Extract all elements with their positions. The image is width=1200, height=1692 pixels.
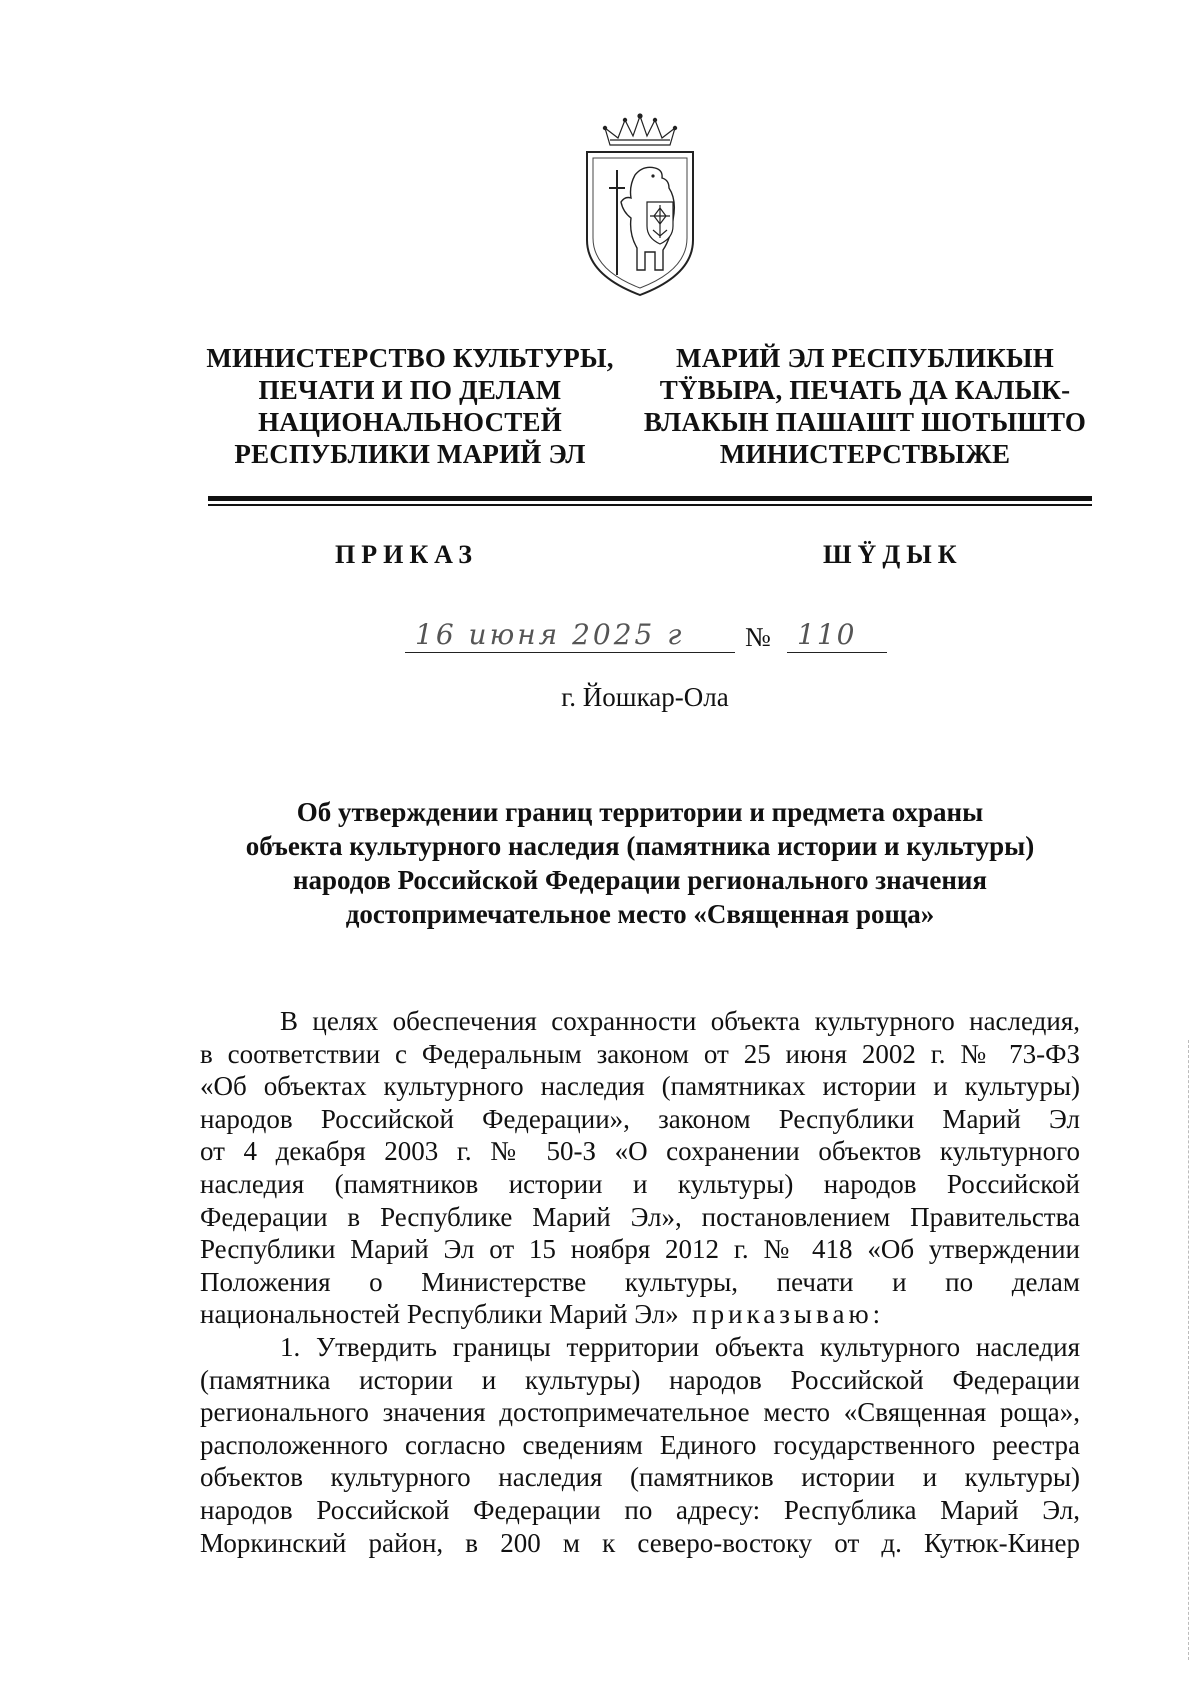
city-name: г. Йошкар-Ола xyxy=(561,682,729,712)
body-line-order-verb xyxy=(200,1298,1080,1331)
body-line: Федерации в Республике Марий Эл», постановлением Правительства xyxy=(200,1201,1080,1232)
item1-line: (памятника истории и культуры) народов Российской Федерации xyxy=(200,1364,1080,1395)
doc-type-russian: ПРИКАЗ xyxy=(335,540,479,569)
order-verb: приказываю: xyxy=(692,1299,885,1330)
ministry-name-line: ТŸВЫРА, ПЕЧАТЬ ДА КАЛЫК- xyxy=(659,375,1071,405)
body-line: В целях обеспечения сохранности объекта культурного наследия, xyxy=(280,1006,1080,1036)
item1-line: 1. Утвердить границы территории объекта культурного наследия xyxy=(280,1331,1080,1362)
number-underline xyxy=(787,652,887,653)
ministry-name-line: ВЛАКЫН ПАШАШТ ШОТЫШТО xyxy=(643,407,1087,437)
number-sign: № xyxy=(745,622,771,652)
coat-of-arms-emblem xyxy=(565,110,715,310)
body-line: народов Российской Федерации», законом Республики Марий Эл xyxy=(200,1103,1080,1134)
body-line: от 4 декабря 2003 г. № 50-З «О сохранении объектов культурного xyxy=(200,1136,1080,1167)
item1-line: расположенного согласно сведениям Единого государственного реестра xyxy=(200,1429,1080,1460)
ministry-name-mari xyxy=(640,342,1090,470)
header-divider-thin xyxy=(208,504,1092,506)
ministry-name-line: ПЕЧАТИ И ПО ДЕЛАМ xyxy=(258,375,562,405)
title-line: Об утверждении границ территории и предмета охраны xyxy=(296,797,984,827)
scan-edge-mark xyxy=(1188,1040,1190,1660)
document-body xyxy=(200,1005,1080,1559)
ministry-name-line: НАЦИОНАЛЬНОСТЕЙ xyxy=(258,407,562,437)
body-line: в соответствии с Федеральным законом от 25 июня 2002 г. № 73-ФЗ xyxy=(200,1038,1080,1069)
ministry-name-line: МАРИЙ ЭЛ РЕСПУБЛИКЫН xyxy=(676,343,1054,373)
date-number-line xyxy=(395,618,885,658)
body-line: наследия (памятников истории и культуры) народов Российской xyxy=(200,1168,1080,1199)
date-underline xyxy=(405,652,735,653)
item1-line: народов Российской Федерации по адресу: Республика Марий Эл, xyxy=(200,1494,1080,1525)
item1-line: Моркинский район, в 200 м к северо-востоку от д. Кутюк-Кинер xyxy=(200,1527,1080,1558)
item1-line: объектов культурного наследия (памятников истории и культуры) xyxy=(200,1462,1080,1493)
ministry-name-line: МИНИСТЕРСТВЫЖЕ xyxy=(719,439,1011,469)
ministry-name-line: МИНИСТЕРСТВО КУЛЬТУРЫ, xyxy=(206,343,614,373)
item1-line: регионального значения достопримечательное место «Священная роща», xyxy=(200,1397,1080,1428)
ministry-name-russian xyxy=(190,342,630,470)
title-line: народов Российской Федерации регионального значения xyxy=(292,865,988,895)
title-line: достопримечательное место «Священная роща» xyxy=(345,899,935,929)
handwritten-number: 110 xyxy=(797,618,857,651)
header-divider-thick xyxy=(208,496,1092,501)
title-line: объекта культурного наследия (памятника истории и культуры) xyxy=(245,831,1035,861)
ministry-name-line: РЕСПУБЛИКИ МАРИЙ ЭЛ xyxy=(234,439,586,469)
doc-type-mari: ШŸДЫК xyxy=(823,540,963,569)
lead-tail-text: национальностей Республики Марий Эл» xyxy=(200,1299,679,1330)
handwritten-date: 16 июня 2025 г xyxy=(415,618,685,651)
body-line: «Об объектах культурного наследия (памятниках истории и культуры) xyxy=(200,1071,1080,1102)
body-line: Республики Марий Эл от 15 ноября 2012 г. № 418 «Об утверждении xyxy=(200,1234,1080,1265)
document-title xyxy=(200,795,1080,931)
body-line: Положения о Министерстве культуры, печати и по делам xyxy=(200,1266,1080,1297)
